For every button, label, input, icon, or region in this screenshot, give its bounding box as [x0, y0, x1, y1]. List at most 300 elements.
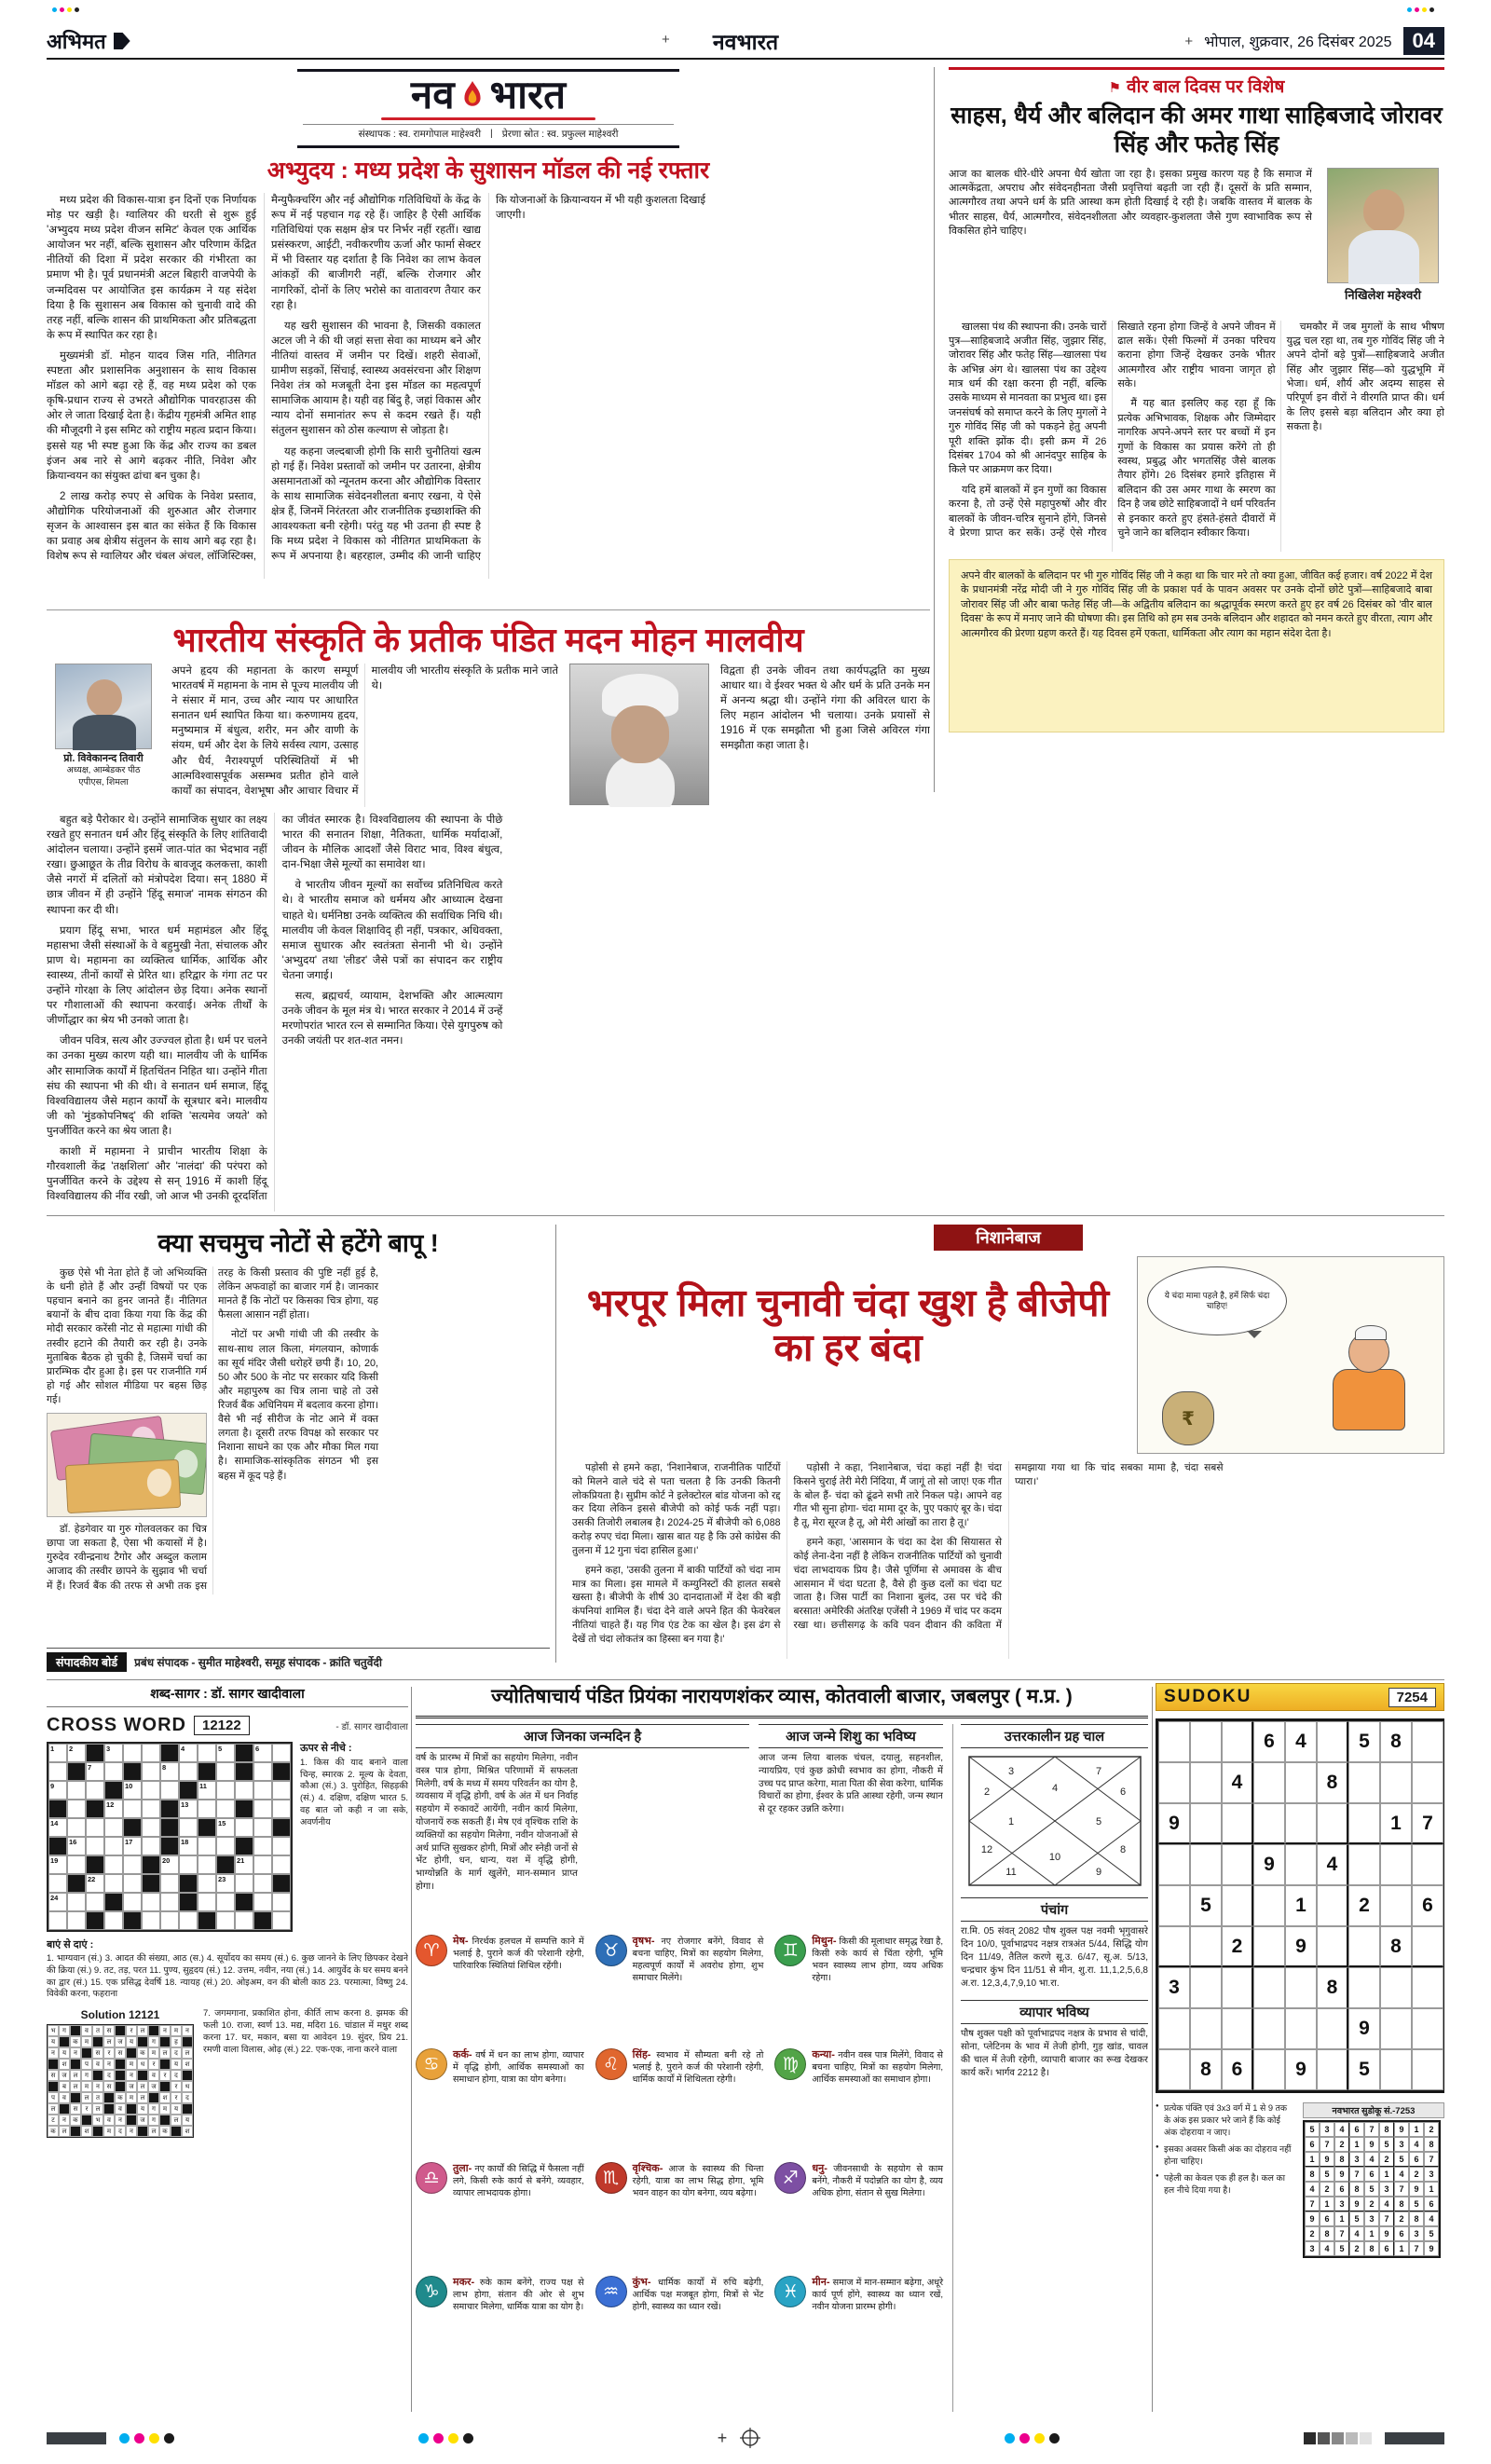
sudoku-cell[interactable] — [1317, 2049, 1348, 2090]
sudoku-cell[interactable] — [1285, 2008, 1317, 2049]
crossword-solution-cell — [48, 2059, 59, 2070]
zodiac-symbol: ♏ — [603, 2168, 620, 2188]
crossword-cell[interactable] — [216, 1762, 235, 1781]
crossword-cell[interactable] — [235, 1781, 253, 1800]
sudoku-cell[interactable] — [1348, 1844, 1380, 1885]
author-card — [47, 664, 160, 807]
crossword-cell[interactable] — [216, 1911, 235, 1930]
crossword-cell[interactable] — [142, 1818, 160, 1837]
zodiac-name: कुंभ- — [632, 2277, 651, 2288]
crossword-solution-cell: य — [171, 2059, 182, 2070]
sudoku-cell[interactable] — [1190, 1762, 1222, 1803]
crossword-cell[interactable] — [67, 1911, 86, 1930]
crossword-cell[interactable]: 9 — [48, 1781, 67, 1800]
crossword-cell[interactable] — [235, 1874, 253, 1893]
sudoku-cell[interactable] — [1222, 1721, 1253, 1762]
zodiac-forecast — [812, 2162, 943, 2266]
panchang-box — [961, 1897, 1148, 1991]
crossword-cell — [86, 1855, 104, 1874]
sudoku-cell: 3 — [1424, 2167, 1439, 2182]
sudoku-cell[interactable] — [1190, 1803, 1222, 1844]
sudoku-cell[interactable] — [1253, 1803, 1285, 1844]
zodiac-icon — [416, 2162, 447, 2194]
crossword-cell[interactable] — [142, 1781, 160, 1800]
zodiac-name: वृश्चिक- — [632, 2163, 663, 2174]
crossword-solution-cell: ल — [171, 2115, 182, 2126]
sudoku-cell[interactable]: 9 — [1348, 2008, 1380, 2049]
sudoku-cell: 1 — [1379, 2167, 1394, 2182]
crossword-cell[interactable]: 12 — [104, 1800, 123, 1818]
sudoku-cell[interactable] — [1412, 1926, 1443, 1967]
sudoku-cell[interactable]: 4 — [1285, 1721, 1317, 1762]
shabd-sagar-strip: शब्द-सागर : डॉ. सागर खादीवाला — [47, 1685, 408, 1707]
crossword-solution-cell: स — [103, 2081, 115, 2092]
author-photo — [1327, 168, 1439, 283]
author-title: एपीएस, शिमला — [78, 776, 129, 787]
zodiac-text: किसी की मूलाधार समृद्ध रेखा है, किसी रुके कार्य से चिंता रहेगी, भूमि भवन स्वास्थ्य लाभ होगा, व्यय अधिक रहेगा। — [812, 1937, 943, 1983]
crossword-cell[interactable] — [179, 1762, 198, 1781]
crossword-cell[interactable]: 8 — [160, 1762, 179, 1781]
crossword-cell[interactable] — [198, 1874, 216, 1893]
crossword-cell[interactable] — [123, 1855, 142, 1874]
crossword-cell[interactable] — [67, 1781, 86, 1800]
crossword-cell[interactable] — [235, 1911, 253, 1930]
crossword-cell[interactable] — [48, 1762, 67, 1781]
sudoku-cell[interactable] — [1253, 1762, 1285, 1803]
crossword-solution-cell — [115, 2025, 126, 2036]
sudoku-cell: 1 — [1334, 2211, 1349, 2226]
zodiac-name: कर्क- — [453, 2049, 472, 2060]
crossword-number: 12122 — [194, 1716, 250, 1735]
sudoku-cell[interactable] — [1412, 2049, 1443, 2090]
sudoku-cell[interactable]: 8 — [1317, 1762, 1348, 1803]
crossword-solution-cell — [115, 2070, 126, 2081]
zodiac-icon — [595, 2276, 627, 2307]
zodiac-icon — [416, 2276, 447, 2307]
crossword-cell[interactable] — [198, 1855, 216, 1874]
sudoku-cell[interactable] — [1222, 2008, 1253, 2049]
crossword-cell[interactable]: 22 — [86, 1874, 104, 1893]
sudoku-cell[interactable] — [1380, 1844, 1412, 1885]
crossword-cell[interactable] — [142, 1762, 160, 1781]
crossword-cell[interactable] — [67, 1818, 86, 1837]
crossword-cell[interactable] — [67, 1800, 86, 1818]
crossword-cell[interactable] — [198, 1893, 216, 1911]
masthead-title — [303, 75, 674, 115]
crossword-solution-cell: य — [171, 2103, 182, 2115]
sudoku-cell[interactable] — [1253, 1885, 1285, 1926]
editorial-headline: अभ्युदय : मध्य प्रदेश के सुशासन मॉडल की नई रफ्तार — [267, 157, 710, 184]
sudoku-cell[interactable]: 2 — [1348, 1885, 1380, 1926]
crossword-cell — [272, 1874, 291, 1893]
kundali-chart — [968, 1756, 1142, 1886]
crossword-cell[interactable] — [198, 1800, 216, 1818]
sudoku-cell[interactable] — [1158, 1844, 1190, 1885]
sudoku-solution-grid — [1303, 2120, 1441, 2258]
sudoku-cell[interactable]: 9 — [1285, 2049, 1317, 2090]
crossword-solution-cell: श — [182, 2126, 193, 2137]
crossword-cell[interactable] — [104, 1837, 123, 1855]
sudoku-cell[interactable] — [1158, 2049, 1190, 2090]
sudoku-cell[interactable]: 1 — [1380, 1803, 1412, 1844]
sudoku-cell[interactable]: 8 — [1380, 1721, 1412, 1762]
crossword-cell[interactable] — [142, 1744, 160, 1762]
zodiac-text: नए कार्यों की सिद्धि में फैसला नहीं लगे, किसी रुके कार्य से बनेंगे, व्यवहार, व्यापार लाभदायक होगा। — [453, 2164, 584, 2198]
crossword-cell[interactable] — [179, 1911, 198, 1930]
zodiac-entry — [416, 2048, 584, 2153]
crossword-cell[interactable]: 19 — [48, 1855, 67, 1874]
crossword-cell[interactable]: 6 — [253, 1744, 272, 1762]
crossword-cell[interactable] — [272, 1837, 291, 1855]
svg-text:4: 4 — [1051, 1783, 1058, 1794]
crossword-cell[interactable] — [160, 1874, 179, 1893]
sudoku-cell[interactable] — [1253, 2049, 1285, 2090]
crossword-cell[interactable] — [123, 1893, 142, 1911]
crossword-cell[interactable] — [48, 1874, 67, 1893]
crossword-cell[interactable]: 16 — [67, 1837, 86, 1855]
crossword-cell — [86, 1800, 104, 1818]
sudoku-cell[interactable]: 9 — [1253, 1844, 1285, 1885]
nishanebaaz-paragraph: हमने कहा, 'उसकी तुलना में बाकी पार्टियों को चंदा नाम मात्र का मिला। इस मामले में कम्युनिस्टों की हालत सबसे खस्ता है। बीजेपी के शीर्ष 30 दानदाताओं में देश की बड़ी कंपनियां शामिल हैं। चंदा देने वाले अपने हित की फेवरेबल नीतियां चाहते हैं। यह गिव एंड टेक का खेल है। इस ढंग से देखें तो चंदा लोकतंत्र का हिस्सा बन गया है।' — [572, 1564, 781, 1645]
crossword-cell[interactable] — [253, 1800, 272, 1818]
zodiac-forecast — [453, 1935, 584, 2039]
crossword-grid — [47, 1742, 293, 1932]
crossword-cell[interactable] — [123, 1744, 142, 1762]
zodiac-symbol: ♑ — [423, 2281, 440, 2302]
crossword-cell[interactable] — [142, 1837, 160, 1855]
zodiac-forecast — [812, 2276, 943, 2380]
editorial-board-strip — [47, 1648, 550, 1672]
crossword-solution-cell: न — [59, 2115, 70, 2126]
sudoku-cell[interactable] — [1380, 2049, 1412, 2090]
crossword-cell[interactable]: 13 — [179, 1800, 198, 1818]
sudoku-cell[interactable] — [1317, 1721, 1348, 1762]
crossword-cell — [198, 1762, 216, 1781]
crossword-solution-cell: ल — [48, 2103, 59, 2115]
svg-text:8: 8 — [1119, 1844, 1126, 1855]
svg-text:1: 1 — [1007, 1816, 1014, 1827]
crossword-solution-cell — [159, 2081, 171, 2092]
crossword-cell[interactable] — [253, 1837, 272, 1855]
sudoku-cell: 9 — [1320, 2152, 1334, 2167]
editorial-article — [47, 67, 930, 604]
sudoku-cell[interactable] — [1253, 1967, 1285, 2008]
sudoku-cell[interactable] — [1348, 1967, 1380, 2008]
sudoku-header — [1156, 1683, 1444, 1711]
crossword-cell[interactable] — [67, 1893, 86, 1911]
sudoku-cell[interactable] — [1158, 1885, 1190, 1926]
sudoku-cell: 1 — [1424, 2182, 1439, 2197]
crossword-cell[interactable] — [179, 1818, 198, 1837]
sudoku-cell[interactable] — [1380, 2008, 1412, 2049]
crossword-cell[interactable] — [272, 1855, 291, 1874]
crossword-cell[interactable] — [253, 1818, 272, 1837]
sudoku-cell[interactable]: 6 — [1222, 2049, 1253, 2090]
crossword-cell[interactable]: 14 — [48, 1818, 67, 1837]
crossword-cell[interactable] — [104, 1855, 123, 1874]
sudoku-cell[interactable] — [1317, 2008, 1348, 2049]
sudoku-cell[interactable]: 9 — [1158, 1803, 1190, 1844]
crossword-cell[interactable]: 2 — [67, 1744, 86, 1762]
sudoku-cell[interactable] — [1222, 1885, 1253, 1926]
crossword-cell[interactable] — [104, 1762, 123, 1781]
sudoku-cell[interactable] — [1158, 2008, 1190, 2049]
sudoku-cell: 1 — [1409, 2122, 1424, 2137]
nishanebaaz-paragraph: हमने कहा, 'आसमान के चंदा का देश की सियासत से कोई लेना-देना नहीं है लेकिन राजनीतिक पार्टियों को चुनावी चंदा लाभदायक प्रिय है। जैसे पूर्णिमा से अमावस के बीच आसमान में चंदा घटता है, वैसे ही कुछ दलों का चंदा घट जाता है। जिस पार्टी का निशाना बुलंद, उस पर चंदे की बरसात! अमेरिकी अंतरिक्ष एजेंसी ने 1969 में चांद पर कदम रखा था। छत्तीसगढ़ के कवि पवन दीवान की कविता में समझाया गया था कि चांद सबका मामा है, चंदा सबसे प्यारा।' — [793, 1462, 1224, 1632]
sudoku-cell[interactable] — [1380, 1967, 1412, 2008]
zodiac-name: वृषभ- — [632, 1936, 655, 1947]
crossword-cell[interactable] — [216, 1837, 235, 1855]
sudoku-cell[interactable] — [1285, 1803, 1317, 1844]
sudoku-cell[interactable]: 9 — [1285, 1926, 1317, 1967]
sudoku-cell[interactable]: 4 — [1317, 1844, 1348, 1885]
banknote-graphic — [65, 1459, 182, 1513]
sudoku-cell[interactable] — [1158, 1762, 1190, 1803]
sudoku-cell[interactable]: 7 — [1412, 1803, 1443, 1844]
crossword-cell[interactable]: 20 — [160, 1855, 179, 1874]
crossword-cell[interactable]: 21 — [235, 1855, 253, 1874]
sudoku-cell[interactable] — [1253, 1926, 1285, 1967]
bapu-paragraph: डॉ. हेडगेवार या गुरु गोलवलकर का चित्र छापा जा सकता है, ऐसा भी कयासों में है। गुरुदेव रवीन्द्रनाथ टैगोर और अब्दुल कलाम आजाद की तस्वीर छापने के सुझाव भी चर्चा में हैं। रिजर्व बैंक की तरफ से अभी तक इस तरह के किसी प्रस्ताव की पुष्टि नहीं हुई है, लेकिन अफवाहों का बाजार गर्म है। जानकार मानते हैं कि नोटों पर किसका चित्र होगा, यह फैसला आसान नहीं होता। — [47, 1267, 378, 1592]
sudoku-cell: 1 — [1364, 2226, 1379, 2241]
crossword-cell[interactable] — [216, 1800, 235, 1818]
zodiac-icon — [595, 2162, 627, 2194]
sudoku-cell[interactable] — [1285, 1844, 1317, 1885]
crossword-cell[interactable] — [123, 1800, 142, 1818]
sudoku-cell[interactable]: 2 — [1222, 1926, 1253, 1967]
crossword-cell[interactable] — [253, 1893, 272, 1911]
panchang-text: रा.मि. 05 संवत् 2082 पौष शुक्ल पक्ष नवमी भृगुवासरे दिन 10/0, पूर्वाभाद्रपद नक्षत्र रात्रअंत 5/44, सिद्धि योग दिन 11/49, तैतिल करणे सू.उ. 6/47, सू.अ. 5/13, चन्द्रचार कुंभ दिन 11/51 से मीन, शु.रा. 11,1,2,5,6,8 अ.रा. 12,3,4,7,9,10 भा.रा. — [961, 1926, 1148, 1989]
crossword-solution-cell: न — [126, 2070, 137, 2081]
crossword-solution-cell: म — [148, 2047, 159, 2059]
crossword-solution-cell — [182, 2036, 193, 2047]
crossword-solution-cell — [59, 2036, 70, 2047]
sudoku-cell[interactable]: 8 — [1190, 2049, 1222, 2090]
sudoku-cell[interactable]: 5 — [1190, 1885, 1222, 1926]
sudoku-cell: 6 — [1305, 2137, 1320, 2152]
section-label-text: अभिमत — [47, 30, 106, 53]
sudoku-cell[interactable]: 4 — [1222, 1762, 1253, 1803]
crossword-cell[interactable]: 11 — [198, 1781, 216, 1800]
zodiac-icon — [595, 1935, 627, 1966]
masthead-founder: संस्थापक : स्व. रामगोपाल माहेश्वरी — [358, 129, 482, 140]
sudoku-cell[interactable] — [1412, 1844, 1443, 1885]
zodiac-forecast-grid — [416, 1935, 943, 2380]
crossword-cell — [48, 1837, 67, 1855]
zodiac-text: स्वभाव में सौम्यता बनी रहे तो भलाई है, पुराने कर्ज की परेशानी रहेगी, धार्मिक कार्यों में शिथिलता रहेगी। — [632, 2050, 764, 2085]
sudoku-cell[interactable]: 8 — [1317, 1967, 1348, 2008]
crossword-cell[interactable] — [160, 1781, 179, 1800]
sudoku-cell[interactable]: 5 — [1348, 1721, 1380, 1762]
sudoku-cell[interactable] — [1348, 1803, 1380, 1844]
crossword-cell[interactable] — [142, 1893, 160, 1911]
zodiac-symbol: ♋ — [423, 2054, 440, 2074]
crossword-cell[interactable] — [142, 1800, 160, 1818]
crossword-cell[interactable] — [235, 1818, 253, 1837]
zodiac-symbol: ♒ — [603, 2281, 620, 2302]
sudoku-cell[interactable] — [1285, 1762, 1317, 1803]
sudoku-cell[interactable] — [1158, 1721, 1190, 1762]
malaviya-body — [47, 813, 1444, 1211]
veer-highlight-box: अपने वीर बालकों के बलिदान पर भी गुरु गोविंद सिंह जी ने कहा था कि चार मरे तो क्या हुआ, जीवित कई हजार। वर्ष 2022 में देश के प्रधानमंत्री नरेंद्र मोदी जी ने गुरु गोविंद सिंह जी के प्रकाश पर्व के पावन अवसर पर उनके दोनों छोटे पुत्रों—साहिबजादे बाबा जोरावर सिंह जी और बाबा फतेह सिंह जी—के अद्वितीय बलिदान का श्रद्धापूर्वक स्मरण करते हुए हर वर्ष 26 दिसंबर को 'वीर बाल दिवस' के रूप में मनाए जाने की घोषणा की। इस तिथि को हम सब उनके बलिदान और शहादत को नमन करते हुए वीरता, त्याग और आत्मगौरव की प्रेरणा ग्रहण करते हैं। यह दिवस हमें एकता, धार्मिकता और त्याग का महान संदेश देता है। — [949, 559, 1444, 732]
sudoku-cell: 3 — [1334, 2197, 1349, 2211]
editorial-paragraph: मध्य प्रदेश की विकास-यात्रा इन दिनों एक निर्णायक मोड़ पर खड़ी है। ग्वालियर की धरती से शुरू हुई 'अभ्युदय मध्य प्रदेश वीजन समिट' केवल एक आर्थिक आयोजन भर नहीं, बल्कि सुशासन और परिणाम केंद्रित नीतियों की दिशा में प्रदेश सरकार की गंभीरता का प्रमाण भी है। पूर्व प्रधानमंत्री अटल बिहारी वाजपेयी के जन्मदिवस पर आयोजित इस कार्यक्रम ने यह संदेश दिया है कि सुशासन अब विकास को चुनावी वादे की तरह नहीं, बल्कि शासन की प्राथमिकता और प्रतिबद्धता के रूप में स्थापित कर रहा है। — [47, 195, 256, 341]
crossword-cell[interactable] — [198, 1744, 216, 1762]
newborn-title: आज जन्मे शिशु का भविष्य — [759, 1724, 943, 1748]
crossword-cell[interactable] — [86, 1781, 104, 1800]
crossword-solution-cell: व — [103, 2115, 115, 2126]
crossword-cell[interactable]: 24 — [48, 1893, 67, 1911]
crossword-solution-cell: क — [70, 2036, 81, 2047]
crossword-cell[interactable] — [142, 1911, 160, 1930]
masthead — [297, 69, 679, 148]
crossword-cell[interactable] — [253, 1855, 272, 1874]
nishanebaaz-headline: भरपूर मिला चुनावी चंदा खुश है बीजेपी का हर बंदा — [586, 1281, 1110, 1370]
sudoku-cell[interactable] — [1190, 1967, 1222, 2008]
veer-paragraph: चमकौर में जब मुगलों के साथ भीषण युद्ध चल रहा था, तब गुरु गोविंद सिंह जी ने अपने दोनों बड़े पुत्रों—साहिबजादे अजीत सिंह और जुझार सिंह—को युद्धभूमि में भेजा। धर्म, शौर्य और अदम्य साहस से परिपूर्ण इन वीरों ने वीरगति प्राप्त की। धर्म के लिए इससे बड़ा बलिदान और क्या हो सकता है। — [1286, 321, 1444, 433]
crossword-cell[interactable] — [216, 1781, 235, 1800]
crossword-cell — [123, 1911, 142, 1930]
zodiac-forecast — [812, 2048, 943, 2153]
crossword-cell[interactable]: 3 — [104, 1744, 123, 1762]
sudoku-cell[interactable] — [1222, 1844, 1253, 1885]
crossword-solution-cell: ग — [148, 2103, 159, 2115]
sudoku-cell[interactable]: 1 — [1285, 1885, 1317, 1926]
crossword-solution-cell: र — [126, 2025, 137, 2036]
nishanebaaz-article — [561, 1225, 1444, 1672]
sudoku-cell[interactable] — [1222, 1803, 1253, 1844]
crossword-cell[interactable] — [253, 1781, 272, 1800]
crossword-cell[interactable] — [272, 1781, 291, 1800]
sudoku-cell: 2 — [1334, 2137, 1349, 2152]
sudoku-cell[interactable] — [1317, 1803, 1348, 1844]
sudoku-cell[interactable] — [1158, 1926, 1190, 1967]
sudoku-cell[interactable] — [1380, 1885, 1412, 1926]
sudoku-cell[interactable] — [1285, 1967, 1317, 2008]
sudoku-cell[interactable] — [1222, 1967, 1253, 2008]
sudoku-cell[interactable]: 5 — [1348, 2049, 1380, 2090]
crossword-cell[interactable] — [86, 1837, 104, 1855]
crossword-cell[interactable] — [104, 1874, 123, 1893]
sudoku-cell: 6 — [1364, 2167, 1379, 2182]
crossword-cell[interactable] — [216, 1893, 235, 1911]
crossword-cell[interactable] — [272, 1744, 291, 1762]
vyapar-text: पौष शुक्ल पक्षी को पूर्वाभाद्रपद नक्षत्र के प्रभाव से चांदी, सोना, प्लेटिनम के भाव में तेजी होगी, गुड़ खांड, चावल की चाल में तेजी रहेगी, व्यापारी बाजार का रूख देखकर कार्य करें। भार्गव 2212 है। — [961, 2029, 1148, 2078]
crossword-cell[interactable] — [104, 1818, 123, 1837]
crossword-cell[interactable] — [160, 1893, 179, 1911]
crossword-solution-cell: य — [59, 2047, 70, 2059]
zodiac-entry — [595, 2276, 764, 2380]
crossword-cell[interactable]: 17 — [123, 1837, 142, 1855]
sudoku-cell[interactable] — [1380, 1762, 1412, 1803]
sudoku-cell: 8 — [1334, 2152, 1349, 2167]
sudoku-cell[interactable] — [1348, 1762, 1380, 1803]
crossword-solution-cell — [148, 2092, 159, 2103]
bapu-paragraph: कुछ ऐसे भी नेता होते हैं जो अभिव्यक्ति के धनी होते हैं और उन्हीं विषयों पर एक पहचान बनाने का हुनर जानते हैं। नीतिगत बयानों के बीच दावा किया गया कि केंद्र की मोदी सरकार करेंसी नोट से महात्मा गांधी की तस्वीर हटाने की तैयारी कर रही है। उनके मुताबिक बैठक हो चुकी है, जिसमें चर्चा का प्रारम्भिक दौर हुआ है। इस पर राजनीति गर्म हो गई और सोशल मीडिया पर बहस छिड़ गई। — [47, 1267, 207, 1405]
zodiac-entry — [774, 2276, 943, 2380]
sudoku-cell[interactable]: 8 — [1380, 1926, 1412, 1967]
editorial-paragraph: यह कहना जल्दबाजी होगी कि सारी चुनौतियां खत्म हो गई हैं। निवेश प्रस्तावों को जमीन पर उतारना, क्षेत्रीय असमानताओं को न्यूनतम करना और औद्योगिक विस्तार के साथ सामाजिक संवेदनशीलता बनाए रखना, ये ऐसे क्षेत्र हैं, जिनमें निरंतरता और राजनीतिक इच्छाशक्ति की आवश्यकता बनी रहेगी। परंतु यह भी उतना ही स्पष्ट है कि मध्य प्रदेश ने विकास को नीतिगत प्राथमिकता के रूप में अपनाया है। बहरहाल, उम्मीद की जानी चाहिए कि योजनाओं के क्रियान्वयन में भी यही कुशलता दिखाई जाएगी। — [271, 195, 705, 563]
crossword-cell[interactable]: 23 — [216, 1874, 235, 1893]
sudoku-cell[interactable] — [1190, 2008, 1222, 2049]
crossword-cell[interactable] — [253, 1874, 272, 1893]
bapu-paragraph: नोटों पर अभी गांधी जी की तस्वीर के साथ-साथ लाल किला, मंगलयान, कोणार्क का सूर्य मंदिर जैसी धरोहरें छपी हैं। 10, 20, 50 और 500 के नोट पर सरकार यदि किसी और महापुरुष का चित्र लाना चाहे तो उसे रिजर्व बैंक अधिनियम में बदलाव करना होगा। वैसे भी नई सीरीज के नोट आने में वक्त लगता है। दूसरी तरफ विपक्ष को सरकार पर निशाना साधने का एक और मौका मिल गया है। सामाजिक-सांस्कृतिक संगठन भी इस बहस में कूद पड़े हैं। — [218, 1329, 378, 1482]
sudoku-cell[interactable] — [1190, 1721, 1222, 1762]
crossword-cell[interactable] — [86, 1893, 104, 1911]
sudoku-cell[interactable]: 6 — [1412, 1885, 1443, 1926]
crossword-cell[interactable] — [253, 1762, 272, 1781]
crossword-cell[interactable]: 18 — [179, 1837, 198, 1855]
crossword-cell[interactable] — [160, 1911, 179, 1930]
crossword-cell — [179, 1781, 198, 1800]
zodiac-text: जीवनसाथी के सहयोग से काम बनेंगे, नौकरी में पदोन्नति का योग है, व्यय अधिक होगा, संतान से सुख मिलेगा। — [812, 2164, 943, 2198]
crossword-solution-cell — [70, 2059, 81, 2070]
crossword-solution-cell: ल — [137, 2081, 148, 2092]
crossword-cell[interactable]: 15 — [216, 1818, 235, 1837]
sudoku-cell: 7 — [1364, 2122, 1379, 2137]
sudoku-cell[interactable] — [1190, 1926, 1222, 1967]
crossword-cell[interactable]: 5 — [216, 1744, 235, 1762]
zodiac-forecast — [453, 2276, 584, 2380]
crossword-solution-cell: ज — [126, 2081, 137, 2092]
crossword-cell[interactable] — [272, 1800, 291, 1818]
sudoku-cell: 5 — [1394, 2152, 1409, 2167]
crossword-cell[interactable] — [198, 1837, 216, 1855]
crossword-solution-cell — [137, 2126, 148, 2137]
crossword-cell[interactable] — [86, 1818, 104, 1837]
masthead-separator: | — [490, 128, 493, 139]
crossword-cell[interactable] — [123, 1874, 142, 1893]
crossword-solution-cell: ब — [59, 2081, 70, 2092]
crossword-solution-cell: क — [159, 2126, 171, 2137]
sudoku-cell[interactable] — [1412, 1967, 1443, 2008]
sudoku-cell[interactable] — [1190, 1844, 1222, 1885]
crossword-cell[interactable] — [272, 1893, 291, 1911]
sudoku-cell[interactable] — [1412, 1721, 1443, 1762]
sudoku-cell[interactable] — [1317, 1885, 1348, 1926]
nishanebaaz-paragraph: पड़ोसी से हमने कहा, 'निशानेबाज, राजनीतिक पार्टियों को मिलने वाले चंदे से पता चलता है कि उनकी कितनी लोकप्रियता है। सुप्रीम कोर्ट ने इलेक्टोरल बांड योजना को रद्द कर दिया लेकिन इससे बीजेपी को कोई फर्क नहीं पड़ा। उसकी तिजोरी लबालब है। 2024-25 में बीजेपी को 6,088 करोड़ रुपए चंदा मिला। खास बात यह है कि उसे कांग्रेस की तुलना में 12 गुना चंदा हासिल हुआ।' — [572, 1462, 781, 1556]
sudoku-cell[interactable] — [1253, 2008, 1285, 2049]
sudoku-cell[interactable]: 6 — [1253, 1721, 1285, 1762]
zodiac-forecast — [633, 2048, 764, 2153]
page-number-badge: 04 — [1403, 27, 1444, 55]
crossword-cell[interactable] — [179, 1855, 198, 1874]
crossword-cell — [86, 1744, 104, 1762]
sudoku-cell: 4 — [1424, 2211, 1439, 2226]
sudoku-cell: 4 — [1334, 2122, 1349, 2137]
crossword-cell[interactable]: 1 — [48, 1744, 67, 1762]
crossword-cell[interactable]: 7 — [86, 1762, 104, 1781]
crossword-solution-cell: ध — [137, 2059, 148, 2070]
crossword-cell[interactable] — [48, 1911, 67, 1930]
crossword-cell[interactable] — [104, 1911, 123, 1930]
crossword-cell[interactable]: 4 — [179, 1744, 198, 1762]
crossword-cell[interactable]: 10 — [123, 1781, 142, 1800]
section-divider — [47, 1215, 1444, 1216]
column-divider — [555, 1225, 556, 1663]
sudoku-cell[interactable] — [1412, 2008, 1443, 2049]
sudoku-cell[interactable] — [1348, 1926, 1380, 1967]
sudoku-cell[interactable]: 3 — [1158, 1967, 1190, 2008]
vyapar-box — [961, 2000, 1148, 2080]
sudoku-cell: 2 — [1424, 2122, 1439, 2137]
sudoku-cell: 6 — [1320, 2211, 1334, 2226]
crossword-cell[interactable] — [272, 1911, 291, 1930]
crossword-cell[interactable] — [67, 1855, 86, 1874]
sudoku-cell[interactable] — [1317, 1926, 1348, 1967]
sudoku-cell[interactable] — [1412, 1762, 1443, 1803]
author-name: प्रो. विवेकानन्द तिवारी — [63, 753, 144, 764]
